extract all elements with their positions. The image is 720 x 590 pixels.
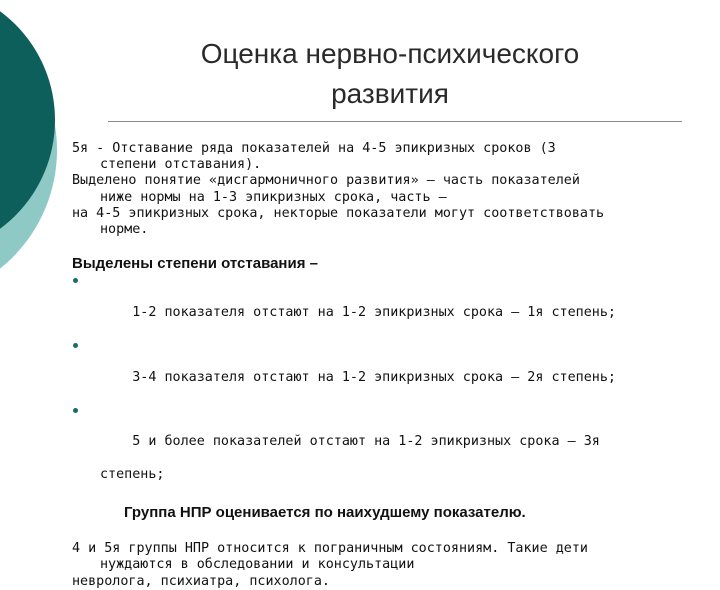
paragraph-line: нуждаются в обследовании и консультации	[100, 557, 415, 573]
title-divider	[108, 121, 682, 122]
paragraph-line: на 4-5 эпикризных срока, некторые показатели могут соответствовать	[72, 205, 605, 221]
content-body	[72, 141, 692, 590]
degrees-heading: Выделены степени отставания –	[72, 255, 318, 273]
list-item-continuation: степень;	[100, 466, 165, 482]
paragraph-line: Выделено понятие «дисгармоничного развития» – часть показателей	[72, 173, 580, 189]
title-line-1: Оценка нервно-психического	[200, 38, 580, 69]
paragraph-line: степени отставания).	[100, 157, 262, 173]
title-line-2: развития	[331, 78, 449, 109]
bullet-icon	[73, 278, 78, 283]
spacer	[72, 238, 692, 256]
list-item-text: 3-4 показателя отстают на 1-2 эпикризных срока – 2я степень;	[132, 369, 616, 385]
paragraph-line: 4 и 5я группы НПР относится к пограничным состояниям. Такие дети	[72, 541, 588, 557]
list-item-text: 1-2 показателя отстают на 1-2 эпикризных срока – 1я степень;	[132, 304, 616, 320]
bullet-icon	[73, 343, 78, 348]
page-title	[110, 34, 670, 114]
list-item	[72, 402, 692, 467]
key-note: Группа НПР оценивается по наихудшему показателю.	[124, 504, 526, 522]
list-item-text: 5 и более показателей отстают на 1-2 эпикризных срока – 3я	[132, 434, 600, 450]
list-item	[72, 337, 692, 402]
paragraph-line: ниже нормы на 1-3 эпикризных срока, часть –	[100, 189, 447, 205]
list-item	[72, 272, 692, 337]
paragraph-line: 5я - Отставание ряда показателей на 4-5 эпикризных сроков (3	[72, 141, 556, 156]
paragraph-line: норме.	[100, 222, 149, 238]
bullet-icon	[73, 408, 78, 413]
paragraph-line: невролога, психиатра, психолога.	[72, 573, 330, 589]
